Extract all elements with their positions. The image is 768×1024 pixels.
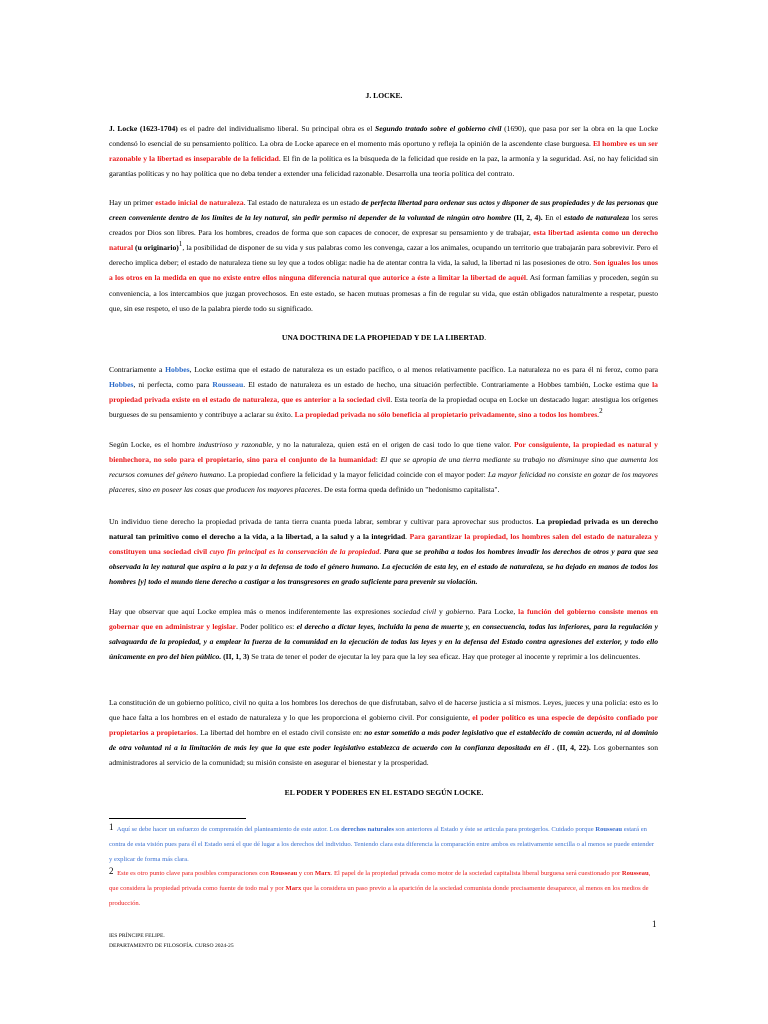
text-run: La propiedad privada es un derecho natural tan primitivo como el derecho a la vida, a la libertad, a la salud y a la integridad xyxy=(109,517,659,542)
text-run: Los gobernantes son administradores al servicio de la comunidad; su misión consiste en asegurar el bienestar y la prosperidad. xyxy=(109,743,658,768)
footnote-number: 2 xyxy=(109,866,114,876)
text-run: , que considera la propiedad privada como fuente de todo mal y por xyxy=(109,870,651,892)
highlight-red: La propiedad privada no sólo beneficia al propietario privadamente, sino a todos los hombres xyxy=(294,410,598,420)
text-run: son anteriores al Estado y éste se articula para protegerlos. Cuidado porque xyxy=(393,826,596,833)
text-run: Para que se prohíba a todos los hombres invadir los derechos de otros y para que sea observada la ley natural que aspira a la paz y a la defensa de todo el género humano. La ejecución de esta ley, en el estado de naturaleza, se ha dejado en manos de todos los hombres [y] todo el mundo tiene derecho a castigar a los transgresores en grado suficiente para prevenir su violación. xyxy=(109,547,659,587)
footer-school: IES PRÍNCIPE FELIPE. xyxy=(109,933,165,939)
text-run: . xyxy=(379,547,384,557)
section-heading xyxy=(0,333,768,342)
text-run: Este es otro punto clave para posibles comparaciones con xyxy=(115,870,271,877)
text-run: . Poder político es: xyxy=(236,622,297,632)
text-run: Rousseau xyxy=(621,870,649,877)
text-run: que la considera un paso previo a la aparición de la sociedad comunista donde precisamente desaparece, al menos en los medios de producción. xyxy=(109,885,649,907)
text-run: En el xyxy=(542,213,564,223)
text-run: . La propiedad confiere la felicidad y la mayor felicidad coincide con el mayor poder: xyxy=(224,470,488,480)
text-run: los seres creados por Dios son libres. Para los hombres, creados de forma que son capaces de conocer, de expresar su pensamiento y de trabajar, xyxy=(109,213,659,238)
text-run: no estar sometido a más poder legislativo que el establecido de común acuerdo, ni al dominio de otra voluntad ni a la limitación de más ley que la que este poder legislativo establezca de acuerdo con la confianza depositada en él xyxy=(109,728,659,753)
text-run: industrioso y razonable xyxy=(198,440,272,449)
text-run: (1690), que pasa por ser la obra en la que Locke condensó lo esencial de su pensamiento político. La obra de Locke aparece en el momento más oportuno y refleja la opinión de la ascendente clase burguesa. xyxy=(109,124,658,149)
text-run: Un individuo tiene derecho la propiedad privada de tanta tierra cuanta pueda labrar, sembrar y cultivar para aprovechar sus productos. xyxy=(109,517,537,526)
text-run: . (II, 4, 22). xyxy=(549,743,591,753)
highlight-blue: Hobbes xyxy=(109,380,134,390)
text-run: , y no la naturaleza, quien está en el origen de casi todo lo que tiene valor. xyxy=(271,440,514,449)
text-run: Rousseau xyxy=(595,826,623,833)
text-run: de perfecta libertad para ordenar sus actos y disponer de sus propiedades y de las personas que creen conveniente dentro de los límites de la ley natural, sin pedir permiso ni depender de la voluntad de ningún otro hombre xyxy=(109,198,658,223)
text-run: . xyxy=(597,410,600,420)
text-run: Hay que observar que aquí Locke emplea más o menos indiferentemente las expresiones xyxy=(109,607,394,616)
text-run: y xyxy=(436,607,446,616)
text-run: : xyxy=(375,455,381,465)
text-run: . Esta teoría de la propiedad ocupa en Locke un destacado lugar: atestigua los orígenes burgueses de su pensamiento y contribuye a aclarar su éxito. xyxy=(109,395,658,420)
footnote-2 xyxy=(109,866,658,911)
text-run: el derecho a dictar leyes, incluida la pena de muerte y, en consecuencia, todas las inferiores, para la regulación y salvaguarda de la propiedad, y a emplear la fuerza de la comunidad en la ejecución de todas las leyes y en la defensa del Estado contra agresiones del exterior, y todo ello únicamente en pro del bien público. xyxy=(109,622,658,662)
text-run: Aquí se debe hacer un esfuerzo de comprensión del planteamiento de este autor. Los xyxy=(115,826,342,833)
paragraph-property xyxy=(109,437,658,497)
text-run: , la posibilidad de disponer de su vida y sus palabras como les convenga, cazar a los animales, ocupando un territorio que trabajarán para sobrevivir. Pero el derecho implica deber; el estado de naturaleza tiene su ley que a todos obliga: nadie ha de atentar contra la vida, la salud, la libertad ni las posesiones de otro. xyxy=(109,243,658,268)
text-run: , ni perfecta, como para xyxy=(133,380,213,390)
highlight-red: cuyo fin principal es la conservación de la propiedad xyxy=(209,547,380,557)
footer-department: DEPARTAMENTO DE FILOSOFÍA. CURSO 2024-25 xyxy=(109,943,234,949)
text-run: . Tal estado de naturaleza es un estado xyxy=(243,198,362,207)
text-run: y con xyxy=(297,870,315,877)
text-run: , Locke estima que el estado de naturaleza es un estado pacífico, o al menos relativamente pacífico. La naturaleza no es para él ni feroz, como para xyxy=(189,365,658,374)
text-run: derechos naturales xyxy=(341,826,394,833)
highlight-red: Para garantizar la propiedad, los hombres salen del estado de naturaleza y constituyen una sociedad civil xyxy=(109,532,658,557)
text-run: . El estado de naturaleza es un estado de hecho, una situación perfectible. Contrariamente a Hobbes también, Locke estima que xyxy=(243,380,653,390)
footnote-divider xyxy=(109,818,246,819)
paragraph-natural-right xyxy=(109,514,658,589)
text-run: Marx xyxy=(285,885,302,892)
text-run: estado de naturaleza xyxy=(563,213,630,223)
page-number: 1 xyxy=(652,919,657,929)
document-title: J. LOCKE. xyxy=(365,91,403,100)
heading-period: . xyxy=(484,333,487,342)
text-run: . xyxy=(405,532,410,542)
text-run: . El fin de la política es la búsqueda de la felicidad que reside en la paz, la armonía y la seguridad. Así, no hay felicidad sin garantías políticas y no hay política que no deba tender a extender una felicidad razonable. Desarrolla una teoría política del contrato. xyxy=(109,154,659,179)
paragraph-intro xyxy=(109,121,658,181)
text-run: Rousseau xyxy=(270,870,298,877)
text-run: sociedad civil xyxy=(393,607,437,616)
footnote-ref-2[interactable]: 2 xyxy=(599,407,603,416)
highlight-red: esta libertad asienta como un derecho natural xyxy=(109,228,658,253)
highlight-red: , el poder político es una especie de depósito confiado por propietarios a propietarios xyxy=(109,713,658,738)
highlight-blue: Rousseau xyxy=(212,380,244,390)
highlight-red: Por consiguiente, la propiedad es natural y bienhechora, no solo para el propietario, sino para el conjunto de la humanidad xyxy=(109,440,658,465)
highlight-red: la propiedad privada existe en el estado de naturaleza, que es anterior a la sociedad civil xyxy=(109,380,658,405)
text-run: La mayor felicidad no consiste en gozar de los mayores placeres, sino en poseer las cosas que producen los mayores placeres xyxy=(109,470,659,495)
highlight-red: la función del gobierno consiste menos en gobernar que en administrar y legislar xyxy=(109,607,658,632)
text-run: . Así forman familias y proceden, según su conveniencia, a los intercambios que juzgan provechosos. En este estado, se hacen mutuas promesas a fin de regular su vida, que están obligados naturalmente a respetar, puesto que, sin ese respeto, el uso de la palabra pierde todo su significado. xyxy=(109,273,658,313)
section-heading-power: EL PODER Y PODERES EN EL ESTADO SEGÚN LOCKE. xyxy=(284,788,484,797)
footnote-1 xyxy=(109,822,658,867)
highlight-red: El hombre es un ser razonable y la libertad es inseparable de la felicidad xyxy=(109,139,658,164)
text-run: Segundo tratado sobre el gobierno civil xyxy=(375,124,502,133)
paragraph-hobbes xyxy=(109,362,658,422)
paragraph-civil-government xyxy=(109,695,658,770)
text-run: El que se apropia de una tierra mediante su trabajo no disminuye sino que aumenta los recursos comunes del género humano xyxy=(109,455,659,480)
text-run: Según Locke, es el hombre xyxy=(109,440,199,449)
text-run: . La libertad del hombre en el estado civil consiste en: xyxy=(196,728,365,738)
highlight-red: estado inicial de naturaleza xyxy=(155,198,244,207)
text-run: . Para Locke, xyxy=(473,607,519,616)
text-run: (u originario) xyxy=(133,243,179,253)
footnote-number: 1 xyxy=(109,822,114,832)
heading-text: UNA DOCTRINA DE LA PROPIEDAD Y DE LA LIBERTAD xyxy=(281,333,485,342)
text-run: gobierno xyxy=(445,607,474,616)
paragraph-state-of-nature xyxy=(109,195,658,316)
text-run: es el padre del individualismo liberal. Su principal obra es el xyxy=(177,124,376,133)
text-run: Se trata de tener el poder de ejecutar la ley para que la ley sea eficaz. Hay que proteger al inocente y reprimir a los delincuentes. xyxy=(249,652,641,662)
footnote-ref-1[interactable]: 1 xyxy=(178,240,183,249)
text-run: La constitución de un gobierno político, civil no quita a los hombres los derechos de que disfrutaban, salvo el de hacerse justicia a sí mismos. Leyes, jueces y una policía: esto es lo que hace falta a los hombres en el estado de naturaleza y lo que les proporciona el gobierno civil. Por consiguiente xyxy=(109,698,658,723)
text-run: Marx xyxy=(314,870,331,877)
text-run: Contrariamente a xyxy=(109,365,166,374)
text-run: Hay un primer xyxy=(109,198,156,207)
text-run: . De esta forma queda definido un "hedonismo capitalista". xyxy=(320,485,500,495)
highlight-red: Son iguales los unos a los otros en la medida en que no existe entre ellos ninguna diferencia natural que autorice a éste a limitar la libertad de aquél xyxy=(109,258,658,283)
highlight-blue: Hobbes xyxy=(165,365,190,374)
text-run: estará en contra de esta visión pues para él el Estado será el que dé lugar a los derechos del individuo. Teniendo clara esta diferencia la comparación entre ambos es relativamente sencilla o al menos se puede entender y explicar de forma más clara. xyxy=(109,826,655,863)
paragraph-government xyxy=(109,604,658,664)
text-run: . El papel de la propiedad privada como motor de la sociedad capitalista liberal burguesa será cuestionado por xyxy=(330,870,622,877)
text-run: (II, 1, 3) xyxy=(221,652,250,662)
text-run: J. Locke (1623-1704) xyxy=(109,124,178,133)
text-run: (II, 2, 4). xyxy=(511,213,543,223)
